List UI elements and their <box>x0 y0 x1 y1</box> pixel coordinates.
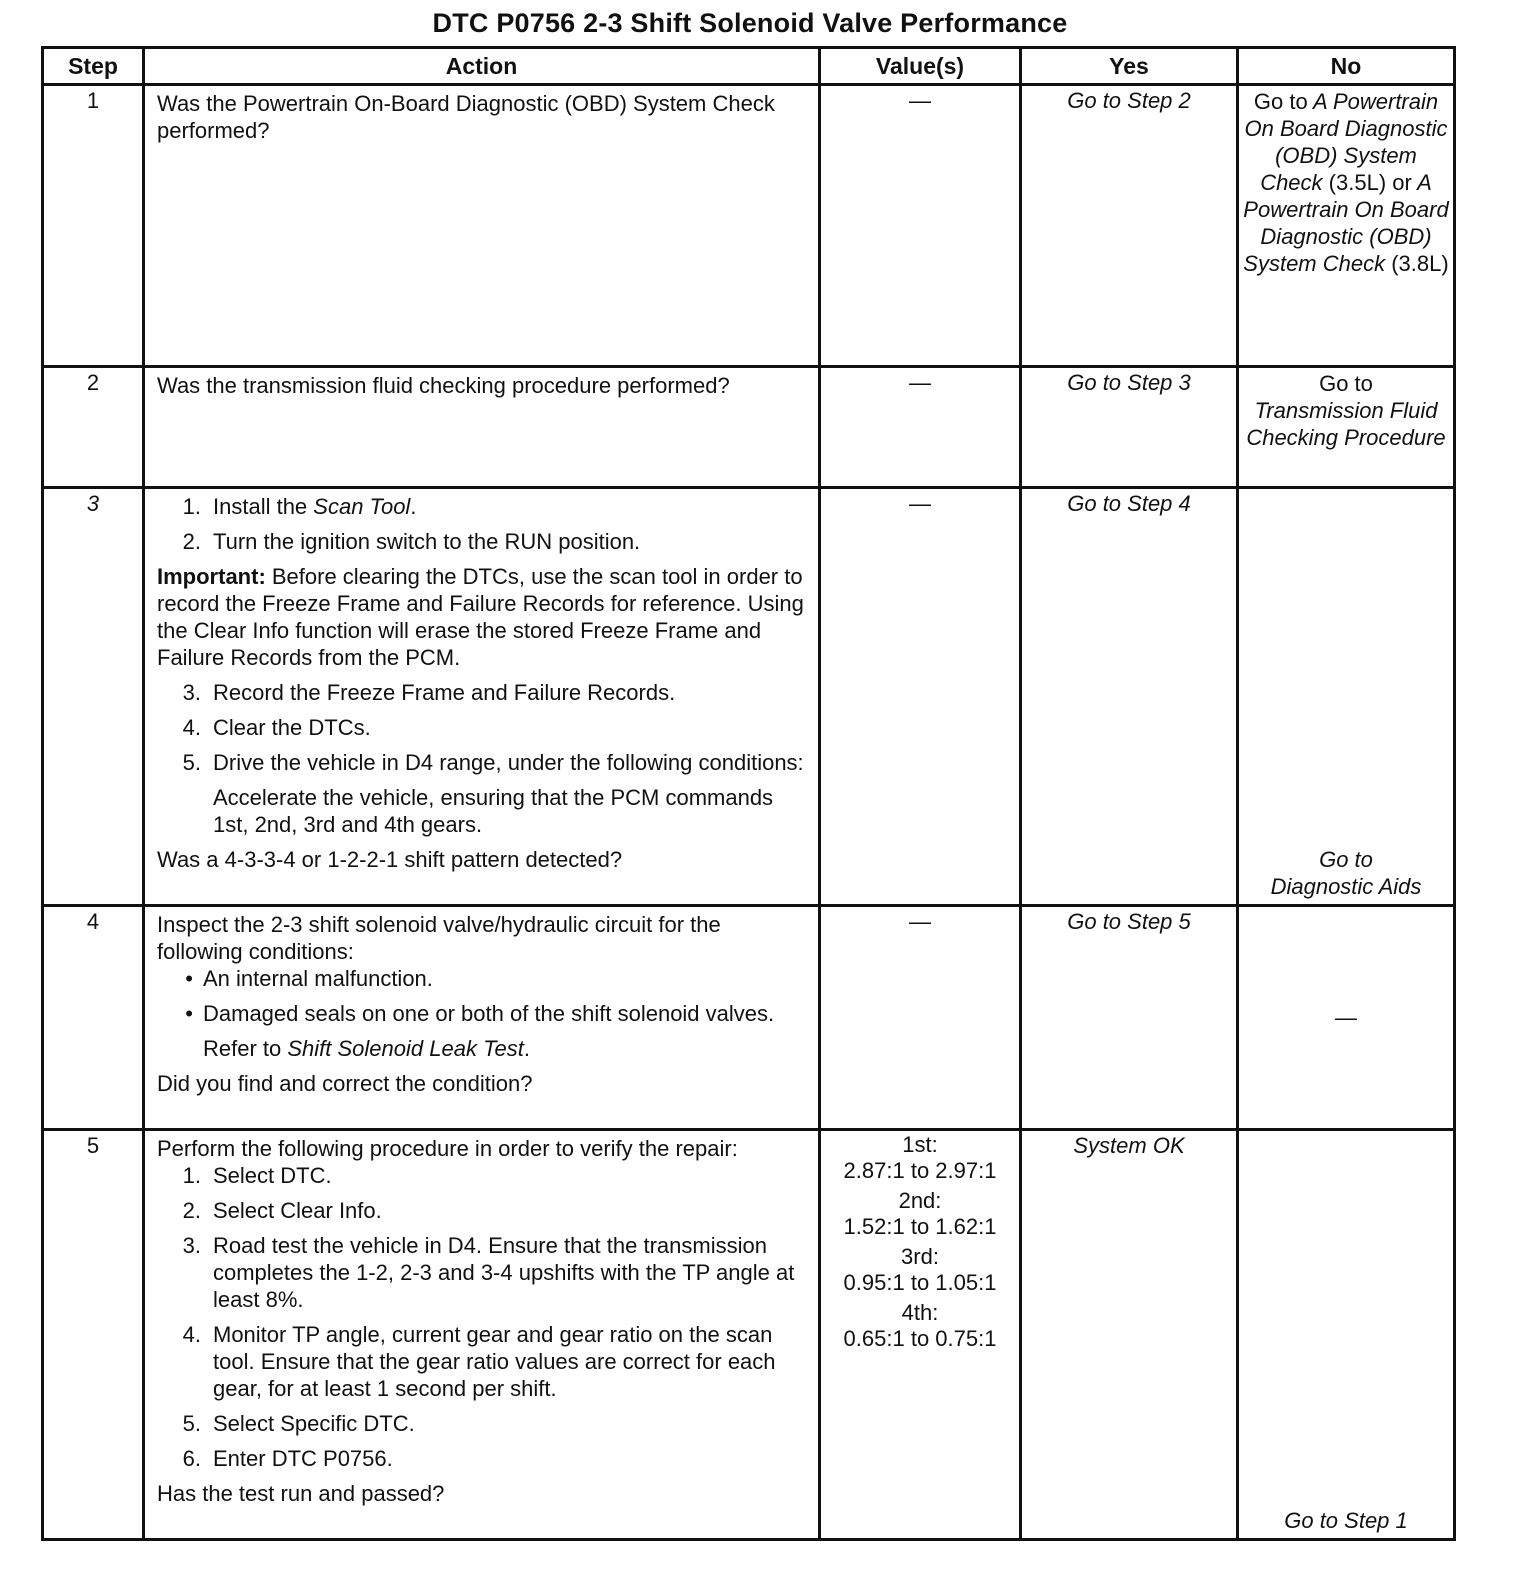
no-link-obd-3-5: A Powertrain On Board Diagnostic (OBD) System Check <box>1244 89 1448 195</box>
action-question: Was a 4-3-3-4 or 1-2-2-1 shift pattern detected? <box>157 847 623 872</box>
list-item: 5. Select Specific DTC. <box>182 1411 415 1436</box>
table-row-step-1 <box>43 85 1455 367</box>
gear-ratio-values <box>822 1132 1018 1352</box>
values-cell <box>820 1130 1021 1540</box>
list-item: 6. Enter DTC P0756. <box>182 1446 393 1471</box>
header-action: Action <box>144 48 820 85</box>
header-values: Value(s) <box>820 48 1021 85</box>
action-question: Has the test run and passed? <box>157 1481 445 1506</box>
yes-cell: System OK <box>1021 1130 1238 1540</box>
action-steps <box>157 679 810 776</box>
condition-list <box>157 965 810 1027</box>
no-cell: — <box>1238 906 1455 1130</box>
list-item: • Damaged seals on one or both of the shift solenoid valves. <box>157 1000 810 1027</box>
no-link-obd-3-8: A Powertrain On Board Diagnostic (OBD) System Check <box>1243 170 1449 276</box>
document-title: DTC P0756 2-3 Shift Solenoid Valve Performance <box>432 8 1068 38</box>
table-row-step-2 <box>43 367 1455 488</box>
list-item: 1. Select DTC. <box>182 1163 332 1188</box>
action-cell <box>144 906 820 1130</box>
no-go-to: Go to <box>1319 371 1373 396</box>
values-cell: — <box>820 85 1021 367</box>
action-steps <box>157 1162 810 1472</box>
no-go-to: Go to <box>1253 89 1308 114</box>
table-row-step-4 <box>43 906 1455 1130</box>
important-note: Important: Before clearing the DTCs, use the scan tool in order to record the Freeze Frame and Failure Records for reference. Using the Clear Info function will erase the stored Freeze Frame and Failure Records from the PCM. <box>157 564 804 670</box>
list-item: 2. Select Clear Info. <box>182 1198 382 1223</box>
table-row-step-3 <box>43 488 1455 906</box>
yes-cell: Go to Step 5 <box>1021 906 1238 1130</box>
gear-ratio-3rd: 3rd: 0.95:1 to 1.05:1 <box>843 1244 997 1295</box>
values-cell: — <box>820 906 1021 1130</box>
action-intro: Perform the following procedure in order to verify the repair: <box>157 1136 738 1161</box>
gear-ratio-4th: 4th: 0.65:1 to 0.75:1 <box>843 1300 997 1351</box>
header-yes: Yes <box>1021 48 1238 85</box>
gear-ratio-2nd: 2nd: 1.52:1 to 1.62:1 <box>843 1188 997 1239</box>
values-cell: — <box>820 488 1021 906</box>
list-item: 1. Install the Scan Tool. <box>182 494 417 519</box>
action-question: Was the transmission fluid checking procedure performed? <box>157 373 730 398</box>
bullet-icon: • <box>185 966 193 991</box>
action-steps <box>157 493 810 555</box>
gear-ratio-1st: 1st: 2.87:1 to 2.97:1 <box>843 1132 997 1183</box>
no-engine-3-8: (3.8L) <box>1391 251 1449 276</box>
diagnostic-table <box>41 46 1456 1541</box>
no-cell <box>1238 85 1455 367</box>
action-cell <box>144 85 820 367</box>
list-item: 3. Road test the vehicle in D4. Ensure that the transmission completes the 1-2, 2-3 and 3-4 upshifts with the TP angle at least 8%. <box>182 1233 795 1312</box>
header-no: No <box>1238 48 1455 85</box>
action-intro: Inspect the 2-3 shift solenoid valve/hydraulic circuit for the following conditions: <box>157 912 721 964</box>
bullet-icon: • <box>185 1001 193 1026</box>
no-link-fluid-procedure: Transmission Fluid Checking Procedure <box>1246 398 1446 450</box>
scan-tool-reference: Scan Tool <box>313 494 411 519</box>
action-question: Did you find and correct the condition? <box>157 1071 533 1096</box>
no-cell <box>1238 367 1455 488</box>
no-diagnostic-aids: Diagnostic Aids <box>1270 874 1422 899</box>
refer-note: Refer to Shift Solenoid Leak Test. <box>203 1036 530 1061</box>
list-item: 3. Record the Freeze Frame and Failure Records. <box>182 680 676 705</box>
leak-test-reference: Shift Solenoid Leak Test <box>287 1036 524 1061</box>
step-number: 4 <box>43 906 144 1130</box>
action-cell <box>144 1130 820 1540</box>
no-engine-3-5: (3.5L) or <box>1328 170 1412 195</box>
list-item: • An internal malfunction. <box>157 965 810 992</box>
action-cell <box>144 488 820 906</box>
drive-conditions: Accelerate the vehicle, ensuring that the PCM commands 1st, 2nd, 3rd and 4th gears. <box>213 785 774 837</box>
table-row-step-5 <box>43 1130 1455 1540</box>
important-label: Important: <box>157 564 266 589</box>
action-question: Was the Powertrain On-Board Diagnostic (OBD) System Check performed? <box>157 91 775 143</box>
list-item: 4. Monitor TP angle, current gear and gear ratio on the scan tool. Ensure that the gear ratio values are correct for each gear, for at least 1 second per shift. <box>182 1322 776 1401</box>
step-number: 2 <box>43 367 144 488</box>
yes-cell: Go to Step 2 <box>1021 85 1238 367</box>
step-number: 3 <box>43 488 144 906</box>
header-step: Step <box>43 48 144 85</box>
action-cell <box>144 367 820 488</box>
step-number: 1 <box>43 85 144 367</box>
list-item: 5. Drive the vehicle in D4 range, under the following conditions: <box>182 750 804 775</box>
yes-cell: Go to Step 4 <box>1021 488 1238 906</box>
values-cell: — <box>820 367 1021 488</box>
no-go-to: Go to <box>1319 847 1373 872</box>
list-item: 4. Clear the DTCs. <box>182 715 371 740</box>
header-row <box>43 48 1455 85</box>
no-cell <box>1238 488 1455 906</box>
yes-cell: Go to Step 3 <box>1021 367 1238 488</box>
no-cell: Go to Step 1 <box>1238 1130 1455 1540</box>
step-number: 5 <box>43 1130 144 1540</box>
list-item: 2. Turn the ignition switch to the RUN position. <box>182 529 641 554</box>
